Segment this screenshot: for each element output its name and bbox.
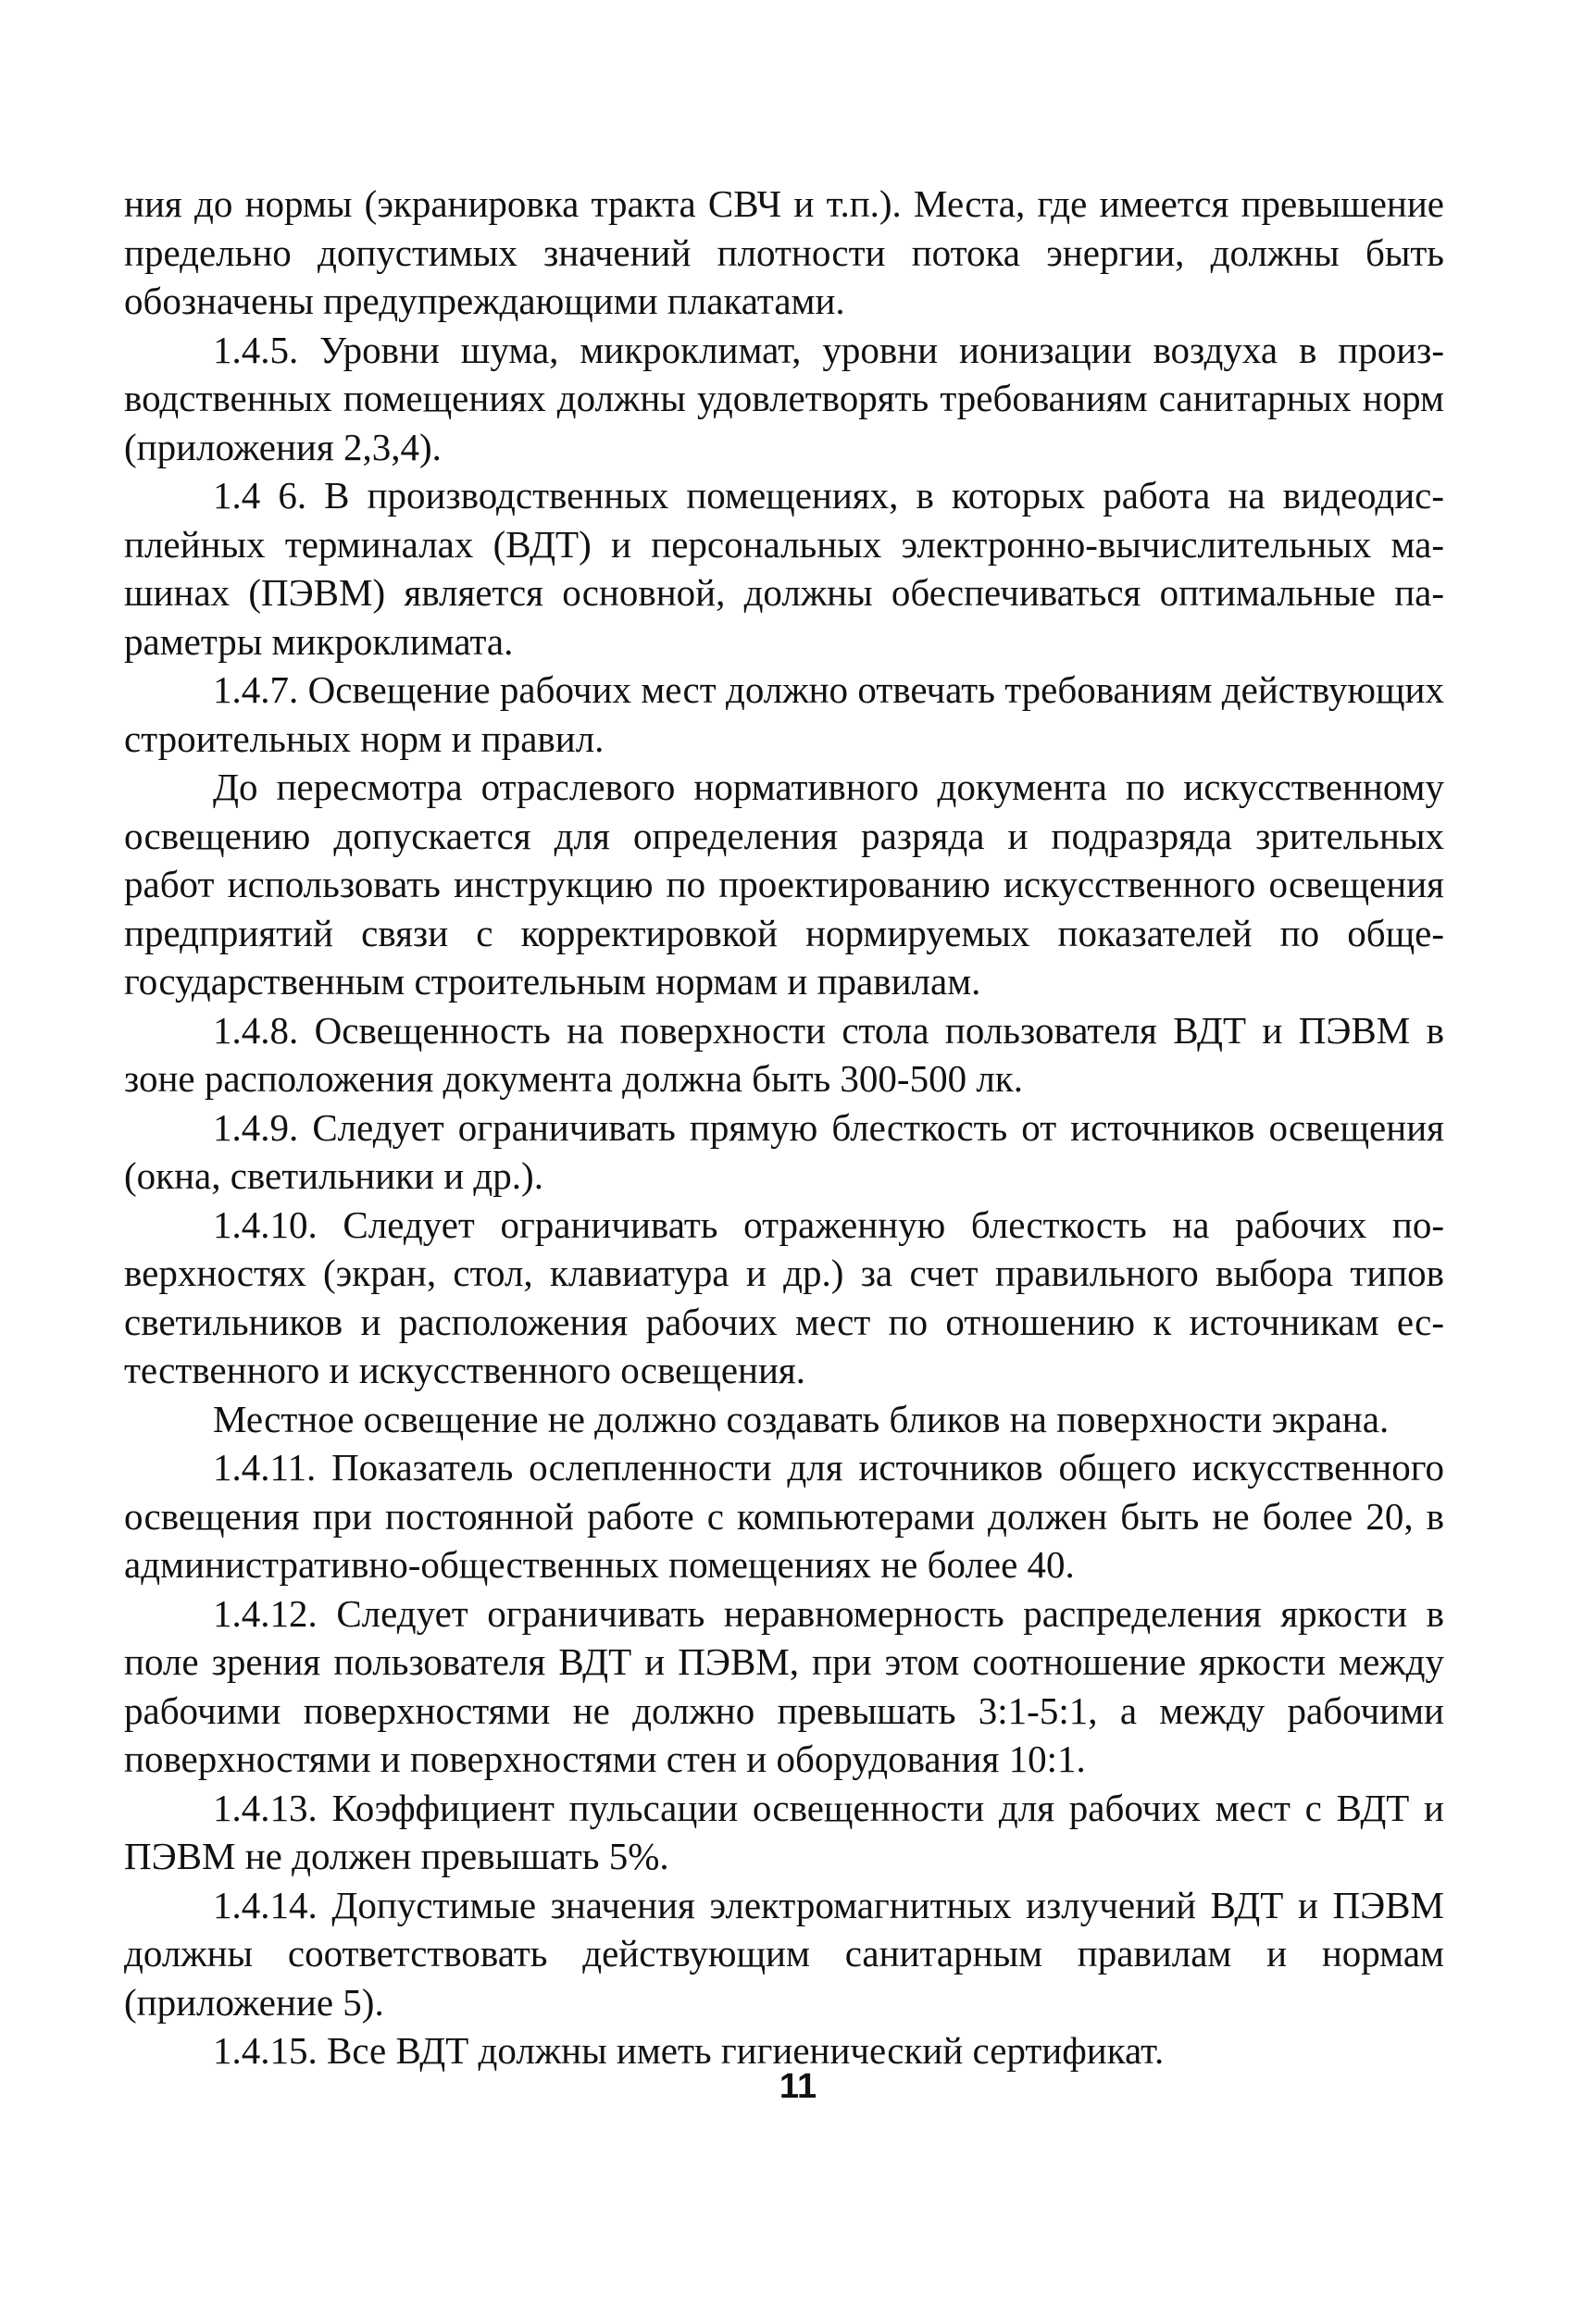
paragraph-continuation: ния до нормы (экранировка тракта СВЧ и т.п.). Места, где имеется превышение предельно допустимых значений плотности потока энергии, должны быть обозначены предупреждающими плакатами.	[124, 182, 1444, 322]
body-text	[124, 180, 1444, 2075]
paragraph-1-4-6: 1.4 6. В производственных помещениях, в которых работа на видеодисплейных терминалах (ВДТ) и персональных электронно-вычислительных машинах (ПЭВМ) является основной, должны обеспечиваться оптимальные параметры микроклимата.	[124, 474, 1444, 663]
page-number: 11	[779, 2067, 817, 2106]
paragraph-lighting-note: До пересмотра отраслевого нормативного документа по искусственному освещению допускается для определения разряда и подразряда зрительных работ использовать инструкцию по проектированию искусственного освещения предприятий связи с корректировкой нормируемых показателей по общегосударственным строительным нормам и правилам.	[124, 766, 1444, 1003]
paragraph-1-4-14: 1.4.14. Допустимые значения электромагнитных излучений ВДТ и ПЭВМ должны соответствовать действующим санитарным правилам и нормам (приложение 5).	[124, 1883, 1444, 2024]
paragraph-1-4-7: 1.4.7. Освещение рабочих мест должно отвечать требованиям действующих строительных норм и правил.	[124, 668, 1444, 760]
paragraph-1-4-11: 1.4.11. Показатель ослепленности для источников общего искусственного освещения при постоянной работе с компьютерами должен быть не более 20, в административно-общественных помещениях не более 40.	[124, 1446, 1444, 1586]
paragraph-1-4-15: 1.4.15. Все ВДТ должны иметь гигиенический сертификат.	[213, 2029, 1165, 2072]
paragraph-1-4-10: 1.4.10. Следует ограничивать отраженную блесткость на рабочих поверхностях (экран, стол, клавиатура и др.) за счет правильного выбора типов светильников и расположения рабочих мест по отношению к источникам естественного и искусственного освещения.	[124, 1202, 1444, 1391]
paragraph-1-4-12: 1.4.12. Следует ограничивать неравномерность распределения яркости в поле зрения пользователя ВДТ и ПЭВМ, при этом соотношение яркости между рабочими поверхностями не должно превышать 3:1-5:1, а между рабочими поверхностями и поверхностями стен и оборудования 10:1.	[124, 1591, 1444, 1780]
paragraph-1-4-8: 1.4.8. Освещенность на поверхности стола пользователя ВДТ и ПЭВМ в зоне расположения документа должна быть 300-500 лк.	[124, 1008, 1444, 1100]
paragraph-local-lighting: Местное освещение не должно создавать бликов на поверхности экрана.	[213, 1397, 1390, 1440]
paragraph-1-4-13: 1.4.13. Коэффициент пульсации освещенности для рабочих мест с ВДТ и ПЭВМ не должен превышать 5%.	[124, 1786, 1444, 1877]
paragraph-1-4-9: 1.4.9. Следует ограничивать прямую блесткость от источников освещения (окна, светильники и др.).	[124, 1105, 1444, 1197]
paragraph-1-4-5: 1.4.5. Уровни шума, микроклимат, уровни ионизации воздуха в производственных помещениях должны удовлетворять требованиям санитарных норм (приложения 2,3,4).	[124, 328, 1444, 468]
